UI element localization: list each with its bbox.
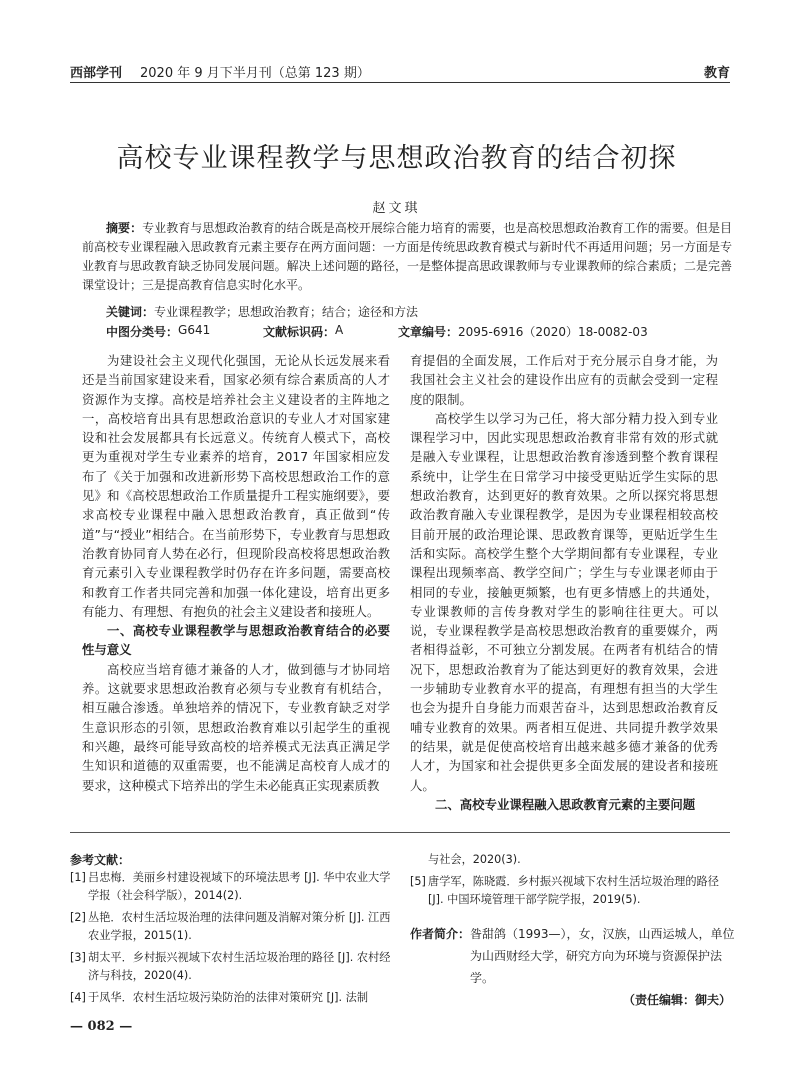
body-paragraph: 为建设社会主义现代化强国，无论从长远发展来看还是当前国家建设来看，国家必须有综合素质高的人才资源作为支撑。高校是培养社会主义建设者的主阵地之一，高校培育出具有思想政治意识的专业人才对国家建设和社会发展都具有长远意义。传统育人模式下，高校更为重视对学生专业素养的培育，2017 年国家相应发布了《关于加强和改进新形势下高校思想政治工作的意见》和《高校思想政治工作质量提升工程实施纲要》，要求高校专业课程中融入思想政治教育，真正做到“传道”与“授业”相结合。在当前形势下，专业教育与思想政治教育协同育人势在必行，但现阶段高校将思想政治教育元素引入专业课程教学时仍存在许多问题，需要高校和教育工作者共同完善和加强一体化建设，培育出更多有能力、有理想、有抱负的社会主义建设者和接班人。	[82, 353, 390, 619]
clc-label: 中图分类号：	[106, 325, 179, 339]
reference-item	[70, 989, 400, 1007]
reference-number: [5]	[410, 875, 426, 888]
reference-text: 唐学军，陈晓霞．乡村振兴视域下农村生活垃圾治理的路径 [J]. 中国环境管理干部学院学报，2019(5).	[428, 875, 719, 906]
clc-value: G641	[178, 323, 211, 337]
article-number-value: 2095-6916（2020）18-0082-03	[458, 325, 648, 339]
body-paragraph: 高校应当培育德才兼备的人才，做到德与才协同培养。这就要求思想政治教育必须与专业教育有机结合，相互融合渗透。单独培养的情况下，专业教育缺乏对学生意识形态的引领，思想政治教育难以引起学生的重视和兴趣，最终可能导致高校的培养模式无法真正满足学生知识和道德的双重需要，也不能满足高校育人成才的要求，这种模式下培养出的学生未必能真正实现素质教	[82, 661, 390, 793]
reference-item	[410, 873, 735, 909]
bio-text: 昝甜鸽（1993—），女，汉族，山西运城人，单位为山西财经大学，研究方向为环境与资源保护法学。	[470, 927, 735, 985]
abstract-text: 专业教育与思想政治教育的结合既是高校开展综合能力培育的需要，也是高校思想政治教育工作的需要。但是目前高校专业课程融入思政教育元素主要存在两方面问题：一方面是传统思政教育模式与新时代不再适用问题；另一方面是专业教育与思政教育缺乏协同发展问题。解决上述问题的路径，一是整体提高思政课教师与专业课教师的综合素质；二是完善课堂设计；三是提高教育信息实时化水平。	[82, 221, 732, 292]
issue-info: 2020 年 9 月下半月刊（总第 123 期）	[140, 66, 370, 81]
doc-code-value: A	[335, 323, 344, 337]
reference-item	[70, 909, 400, 945]
section-heading-2: 二、高校专业课程融入思政教育元素的主要问题	[435, 796, 696, 812]
reference-item	[70, 949, 400, 985]
references-title: 参考文献：	[70, 853, 131, 867]
reference-number: [1]	[70, 871, 86, 884]
doc-code-label: 文献标识码：	[263, 325, 336, 339]
author-bio	[410, 923, 735, 989]
reference-item-continued	[410, 851, 735, 869]
reference-number: [4]	[70, 991, 86, 1004]
reference-item	[70, 869, 400, 905]
reference-text: 胡太平．乡村振兴视域下农村生活垃圾治理的路径 [J]. 农村经济与科技，2020(4).	[88, 951, 391, 982]
journal-name: 西部学刊	[70, 66, 123, 81]
abstract-label: 摘要：	[106, 221, 143, 235]
reference-number: [3]	[70, 951, 86, 964]
bio-label: 作者简介：	[410, 927, 471, 941]
body-column-right	[410, 351, 718, 814]
references-left	[70, 869, 400, 1011]
reference-text: 于凤华．农村生活垃圾污染防治的法律对策研究 [J]. 法制	[88, 991, 369, 1004]
article-number-label: 文章编号：	[398, 325, 459, 339]
keywords	[106, 303, 418, 320]
section-label: 教育	[703, 66, 730, 81]
keywords-label: 关键词：	[106, 305, 155, 319]
responsible-editor: （责任编辑：御夫）	[622, 993, 731, 1007]
reference-text: 吕忠梅．美丽乡村建设视域下的环境法思考 [J]. 华中农业大学学报（社会科学版），2014(2).	[88, 871, 391, 902]
running-header	[70, 60, 730, 83]
article-title: 高校专业课程教学与思想政治教育的结合初探	[116, 143, 677, 174]
body-paragraph: 育提倡的全面发展，工作后对于充分展示自身才能，为我国社会主义社会的建设作出应有的贡献会受到一定程度的限制。	[410, 353, 718, 407]
reference-number: [2]	[70, 911, 86, 924]
page-number: — 082 —	[70, 1019, 133, 1034]
section-heading-1: 一、高校专业课程教学与思想政治教育结合的必要性与意义	[82, 623, 390, 658]
author-name: 赵文琪	[372, 201, 421, 216]
keywords-text: 专业课程教学；思想政治教育；结合；途径和方法	[154, 305, 419, 319]
abstract	[82, 219, 732, 295]
references-right	[410, 851, 735, 913]
body-column-left	[82, 351, 390, 795]
reference-text: 丛艳．农村生活垃圾治理的法律问题及消解对策分析 [J]. 江西农业学报，2015(1).	[88, 911, 391, 942]
footer-divider	[70, 832, 730, 833]
reference-text: 与社会，2020(3).	[428, 853, 521, 866]
body-paragraph: 高校学生以学习为己任，将大部分精力投入到专业课程学习中，因此实现思想政治教育非常有效的形式就是融入专业课程，让思想政治教育渗透到整个教育课程系统中，让学生在日常学习中接受更贴近学生实际的思想政治教育，达到更好的教育效果。之所以探究将思想政治教育融入专业课程教学，是因为专业课程相较高校目前开展的政治理论课、思政教育课等，更贴近学生生活和实际。高校学生整个大学期间都有专业课程，专业课程出现频率高、教学空间广；学生与专业课老师由于相同的专业，接触更频繁，也有更多情感上的共通处，专业课教师的言传身教对学生的影响往往更大。可以说，专业课程教学是高校思想政治教育的重要媒介，两者相得益彰，不可独立分割发展。在两者有机结合的情况下，思想政治教育为了能达到更好的教育效果，会进一步辅助专业教育水平的提高，有理想有担当的大学生也会为提升自身能力而艰苦奋斗，达到思想政治教育反哺专业教育的效果。两者相互促进、共同提升教学效果的结果，就是促使高校培育出越来越多德才兼备的优秀人才，为国家和社会提供更多全面发展的建设者和接班人。	[410, 410, 718, 793]
